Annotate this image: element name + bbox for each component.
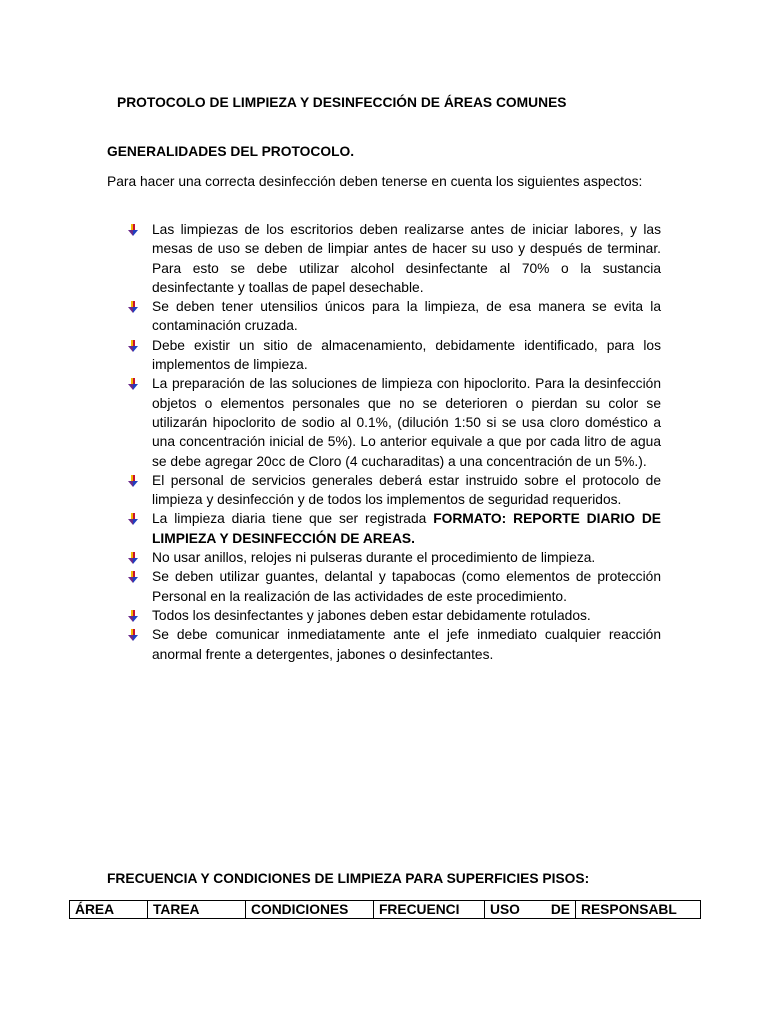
table-header-row [70,901,701,919]
table-header-uso-de [485,901,576,919]
bullet-item [152,509,661,548]
arrow-bullet-icon [128,513,138,525]
bullet-text: El personal de servicios generales deberá estar instruido sobre el protocolo de limpieza y desinfección y de todos los implementos de seguridad requeridos. [152,472,661,508]
bullet-text: Se debe comunicar inmediatamente ante el jefe inmediato cualquier reacción anormal frente a detergentes, jabones o desinfectantes. [152,627,661,662]
table-header-de-word: DE [550,902,570,917]
arrow-bullet-icon [128,571,138,583]
section-heading-frecuencia: FRECUENCIA Y CONDICIONES DE LIMPIEZA PARA SUPERFICIES PISOS: [107,871,590,886]
intro-paragraph: Para hacer una correcta desinfección deben tenerse en cuenta los siguientes aspectos: [107,174,643,189]
arrow-bullet-icon [128,610,138,622]
bullet-item [152,471,661,510]
arrow-bullet-icon [128,378,138,390]
bullet-item [152,297,661,336]
bullet-text: La limpieza diaria tiene que ser registrada [152,511,434,527]
table-header-area: ÁREA [70,901,148,919]
arrow-bullet-icon [128,475,138,487]
arrow-bullet-icon [128,552,138,564]
bullet-item [152,548,661,567]
bullet-text: Las limpiezas de los escritorios deben realizarse antes de iniciar labores, y las mesas de uso se deben de limpiar antes de hacer su uso y después de terminar. Para esto se debe utilizar alcohol desinfectante al 70% o la sustancia desinfectante y toallas de papel desechable. [152,222,661,295]
bullet-text: Se deben tener utensilios únicos para la limpieza, de esa manera se evita la contaminación cruzada. [152,299,661,334]
table-header-tarea: TAREA [148,901,246,919]
bullet-text: Debe existir un sitio de almacenamiento, debidamente identificado, para los implementos de limpieza. [152,337,661,373]
bullet-text: Se deben utilizar guantes, delantal y tapabocas (como elementos de protección Personal en la realización de las actividades de este procedimiento. [152,569,661,604]
bullet-item [152,220,661,297]
bullet-list [152,220,661,664]
bullet-bold-text: FORMATO: REPORTE DIARIO DE LIMPIEZA Y DESINFECCIÓN DE AREAS. [152,511,661,546]
bullet-text: No usar anillos, relojes ni pulseras durante el procedimiento de limpieza. [152,550,596,566]
section-heading-generalidades: GENERALIDADES DEL PROTOCOLO. [107,144,355,159]
bullet-item [152,567,661,606]
bullet-text: Todos los desinfectantes y jabones deben estar debidamente rotulados. [152,607,591,623]
bullet-item [152,606,661,625]
table-header-responsable: RESPONSABL [576,901,701,919]
table-header-condiciones: CONDICIONES [246,901,374,919]
cleaning-frequency-table [69,900,701,919]
arrow-bullet-icon [128,224,138,236]
table-header-frecuencia: FRECUENCI [374,901,485,919]
bullet-item [152,625,661,664]
arrow-bullet-icon [128,340,138,352]
document-title: PROTOCOLO DE LIMPIEZA Y DESINFECCIÓN DE ÁREAS COMUNES [117,95,567,110]
bullet-item [152,336,661,375]
arrow-bullet-icon [128,301,138,313]
bullet-text: La preparación de las soluciones de limpieza con hipoclorito. Para la desinfección objetos o elementos personales que no se deterioren o pierdan su color se utilizarán hipoclorito de sodio al 0.1%, (dilución 1:50 si se usa cloro doméstico a una concentración inicial de 5%). Lo anterior equivale a que por cada litro de agua se debe agregar 20cc de Cloro (4 cucharaditas) a una concentración de un 5%.). [152,376,661,469]
bullet-item [152,374,661,470]
arrow-bullet-icon [128,629,138,641]
table-header-uso-word: USO [490,902,520,917]
